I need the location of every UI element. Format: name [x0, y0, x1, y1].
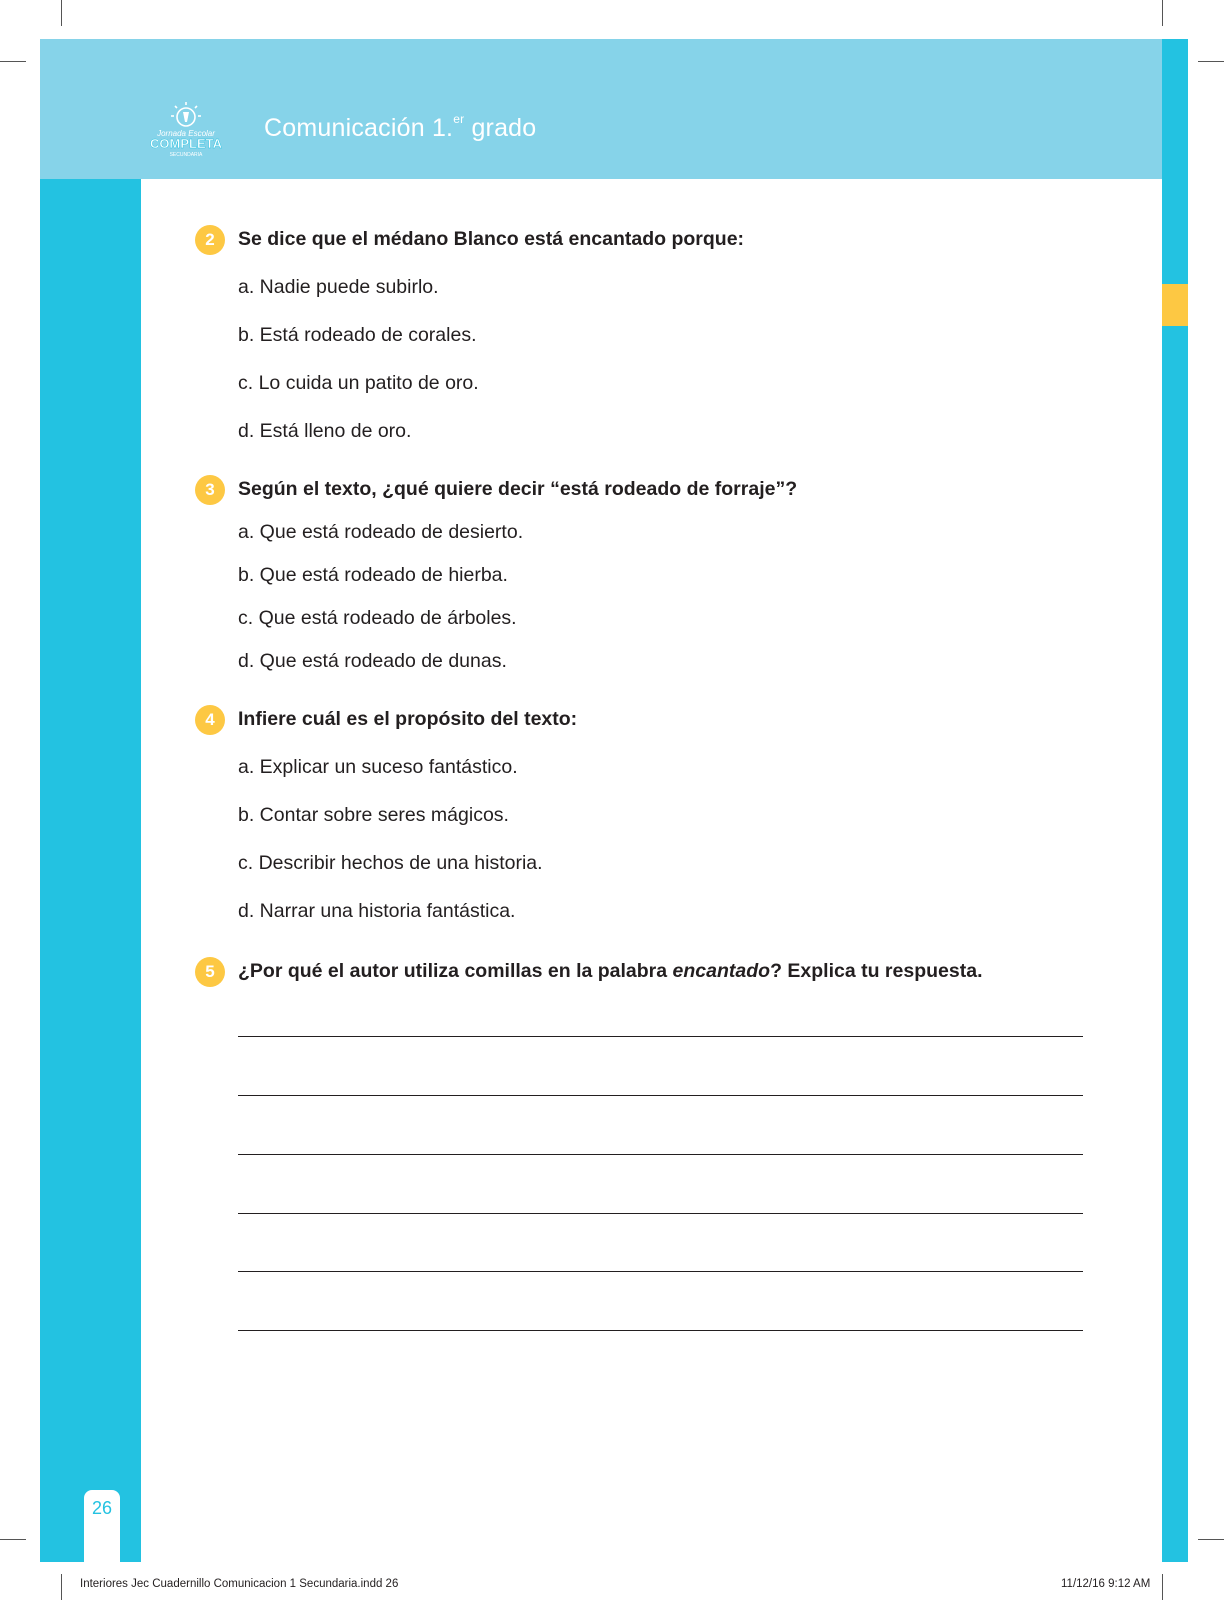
option-b: b. Que está rodeado de hierba.: [238, 564, 508, 586]
answer-line[interactable]: [238, 1036, 1083, 1037]
option-d: d. Narrar una historia fantástica.: [238, 900, 516, 922]
answer-line[interactable]: [238, 1095, 1083, 1096]
question-number-badge: 5: [195, 957, 225, 987]
crop-mark: [1162, 0, 1163, 26]
option-a: a. Que está rodeado de desierto.: [238, 521, 524, 543]
question-number-badge: 2: [195, 225, 225, 255]
option-d: d. Que está rodeado de dunas.: [238, 650, 507, 672]
title-main: Comunicación 1.: [264, 114, 454, 142]
left-color-strip: [40, 179, 141, 1562]
crop-mark: [0, 1539, 26, 1540]
question-text: Infiere cuál es el propósito del texto:: [238, 708, 578, 730]
footer-file-slug: Interiores Jec Cuadernillo Comunicacion 1 Secundaria.indd 26: [80, 1578, 399, 1590]
question-text: [238, 960, 1138, 983]
question-text-after: ? Explica tu respuesta.: [770, 960, 983, 982]
option-c: c. Describir hechos de una historia.: [238, 852, 543, 874]
answer-line[interactable]: [238, 1154, 1083, 1155]
section-tab-marker: [1162, 284, 1188, 326]
jornada-escolar-completa-logo: [146, 100, 226, 160]
logo-text-main: COMPLETA: [150, 136, 222, 151]
crop-mark: [1198, 61, 1224, 62]
page-header-title: [264, 111, 537, 143]
title-end: grado: [464, 114, 537, 142]
answer-line[interactable]: [238, 1271, 1083, 1272]
option-b: b. Está rodeado de corales.: [238, 324, 477, 346]
logo-text-top: Jornada Escolar: [157, 129, 215, 138]
crop-mark: [1198, 1539, 1224, 1540]
option-a: a. Explicar un suceso fantástico.: [238, 756, 518, 778]
question-number-badge: 4: [195, 705, 225, 735]
option-b: b. Contar sobre seres mágicos.: [238, 804, 509, 826]
option-c: c. Lo cuida un patito de oro.: [238, 372, 479, 394]
crop-mark: [61, 0, 62, 26]
question-text-before: ¿Por qué el autor utiliza comillas en la palabra: [238, 960, 673, 982]
right-color-strip: [1162, 39, 1188, 1562]
option-d: d. Está lleno de oro.: [238, 420, 412, 442]
answer-line[interactable]: [238, 1213, 1083, 1214]
answer-line[interactable]: [238, 1330, 1083, 1331]
question-number-badge: 3: [195, 475, 225, 505]
logo-text-bottom: SECUNDARIA: [169, 152, 203, 158]
option-a: a. Nadie puede subirlo.: [238, 276, 439, 298]
crop-mark: [0, 61, 26, 62]
crop-mark: [1162, 1574, 1163, 1600]
question-text-italic: encantado: [672, 960, 771, 982]
question-text: Se dice que el médano Blanco está encantado porque:: [238, 228, 745, 250]
question-text: Según el texto, ¿qué quiere decir “está rodeado de forraje”?: [238, 478, 798, 500]
footer-datetime: 11/12/16 9:12 AM: [1061, 1578, 1151, 1590]
title-superscript: er: [453, 111, 465, 126]
option-c: c. Que está rodeado de árboles.: [238, 607, 517, 629]
page-number: 26: [91, 1498, 113, 1518]
crop-mark: [61, 1574, 62, 1600]
